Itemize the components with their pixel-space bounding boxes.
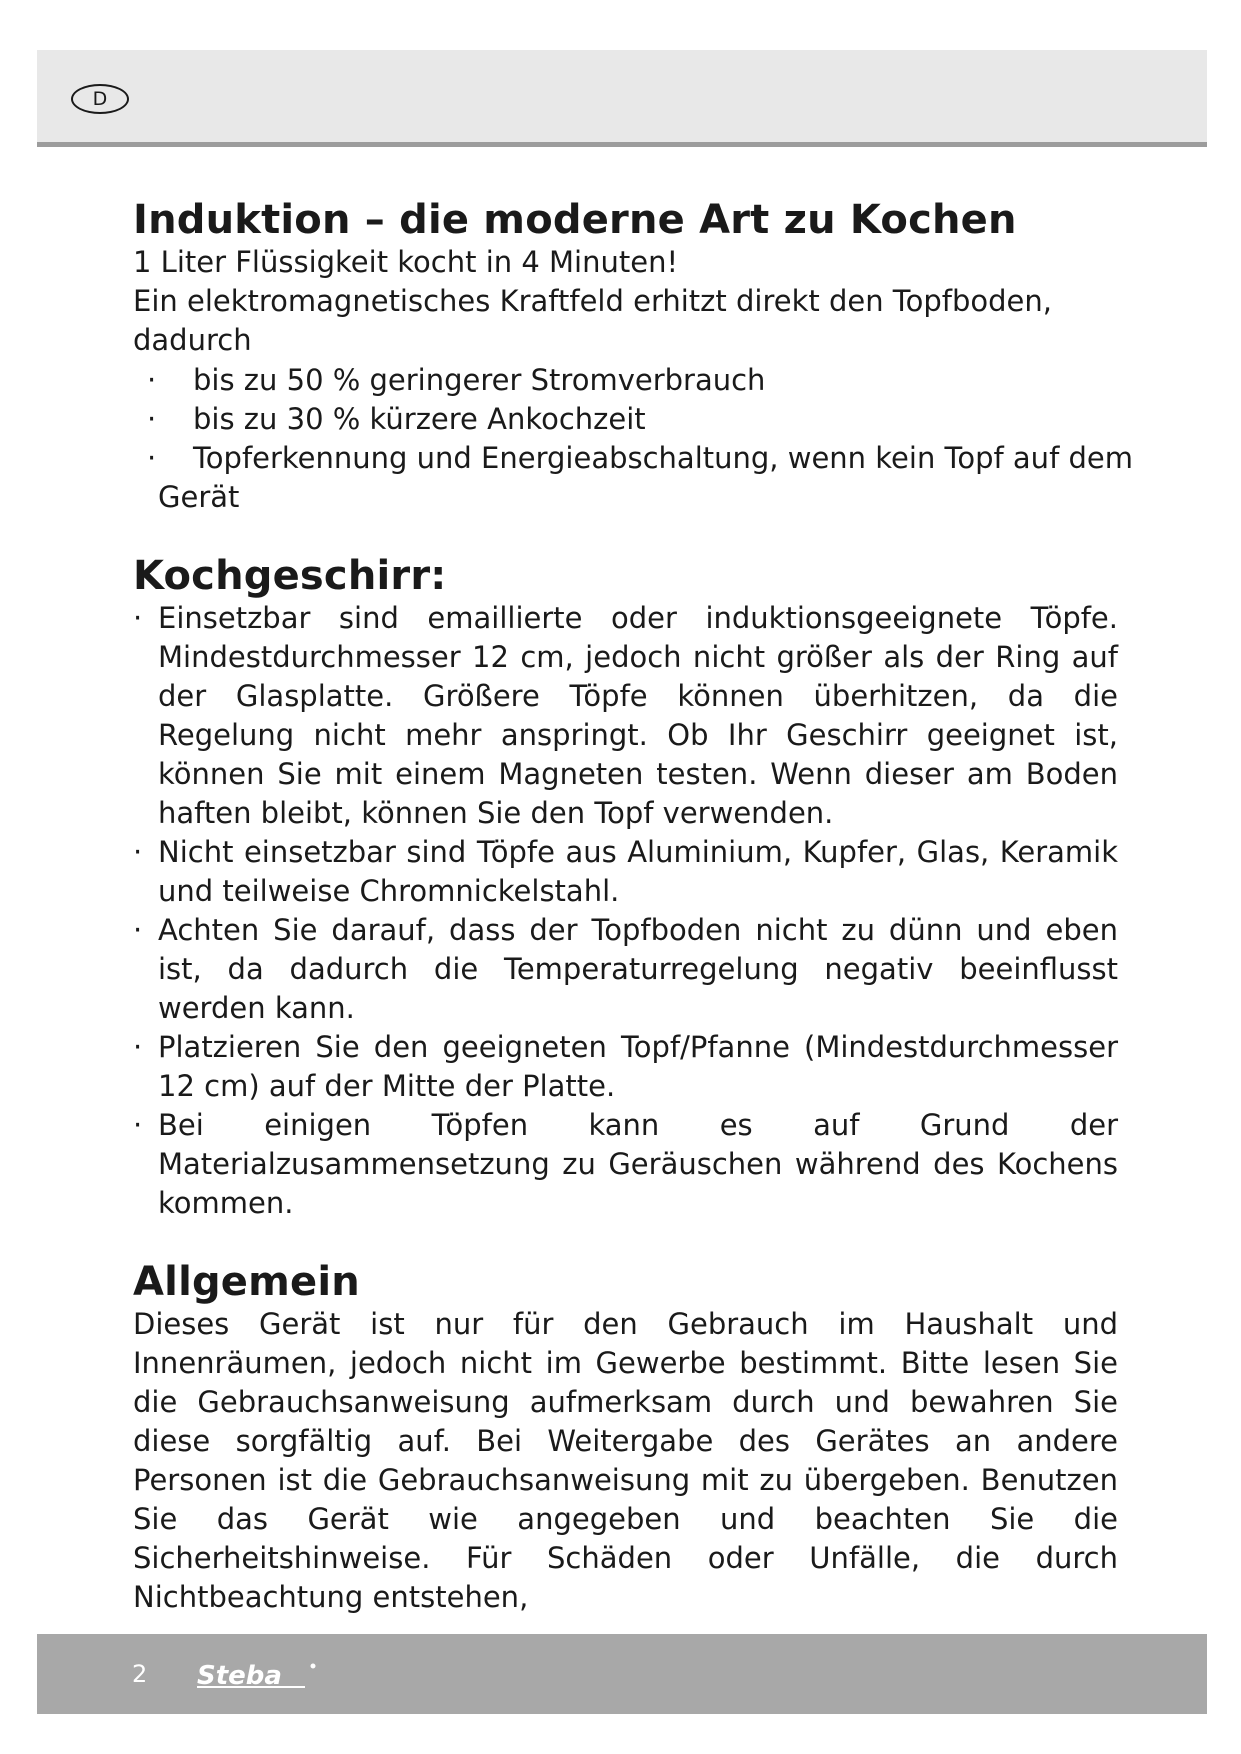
language-badge: D [71,84,129,114]
allgemein-paragraph: Dieses Gerät ist nur für den Gebrauch im Haushalt und Innenräumen, jedoch nicht im Gewerbe bestimmt. Bitte lesen Sie die Gebrauchsanweisung aufmerksam durch und bewahren Sie diese sorgfältig auf. Bei Weitergabe des Gerätes an andere Personen ist die Gebrauchsanweisung mit zu übergeben. Benutzen Sie das Gerät wie angegeben und beachten Sie die Sicherheitshinweise. Für Schäden oder Unfälle, die durch Nichtbeachtung entstehen, [133,1307,1118,1614]
section-heading-kochgeschirr: Kochgeschirr: [133,553,447,599]
list-item: · Platzieren Sie den geeigneten Topf/Pfanne (Mindestdurchmesser 12 cm) auf der Mitte der Platte. [133,1030,1118,1103]
list-item: · Bei einigen Töpfen kann es auf Grund der Materialzusammensetzung zu Geräuschen während des Kochens kommen. [133,1108,1118,1220]
footer-band [37,1634,1207,1714]
list-item: · Achten Sie darauf, dass der Topfboden nicht zu dünn und eben ist, da dadurch die Temperaturregelung negativ beeinflusst werden kann. [133,913,1118,1025]
list-item: · Einsetzbar sind emaillierte oder induktionsgeeignete Töpfe. Mindestdurchmesser 12 cm, jedoch nicht größer als der Ring auf der Glasplatte. Größere Töpfe können überhitzen, da die Regelung nicht mehr anspringt. Ob Ihr Geschirr geeignet ist, können Sie mit einem Magneten testen. Wenn dieser am Boden haften bleibt, können Sie den Topf verwenden. [133,601,1118,830]
list-item: · Topferkennung und Energieabschaltung, wenn kein Topf auf dem Gerät [147,441,1133,514]
induktion-bullet-list [133,361,1133,517]
list-item: · bis zu 30 % kürzere Ankochzeit [147,402,646,436]
intro-paragraph: Ein elektromagnetisches Kraftfeld erhitzt direkt den Topfboden, dadurch [133,284,1052,357]
page-number: 2 [132,1660,148,1688]
steba-logo [195,1656,325,1696]
list-item: · bis zu 50 % geringerer Stromverbrauch [147,363,766,397]
intro-line: 1 Liter Flüssigkeit kocht in 4 Minuten! [133,245,679,279]
kochgeschirr-bullet-list [133,599,1118,1223]
header-band [37,50,1207,147]
list-item: · Nicht einsetzbar sind Töpfe aus Aluminium, Kupfer, Glas, Keramik und teilweise Chromnickelstahl. [133,835,1118,908]
section-heading-allgemein: Allgemein [133,1259,360,1305]
section-heading-induktion: Induktion – die moderne Art zu Kochen [133,197,1017,243]
brand-name: Steba [197,1661,282,1691]
page-content [133,197,1133,1617]
